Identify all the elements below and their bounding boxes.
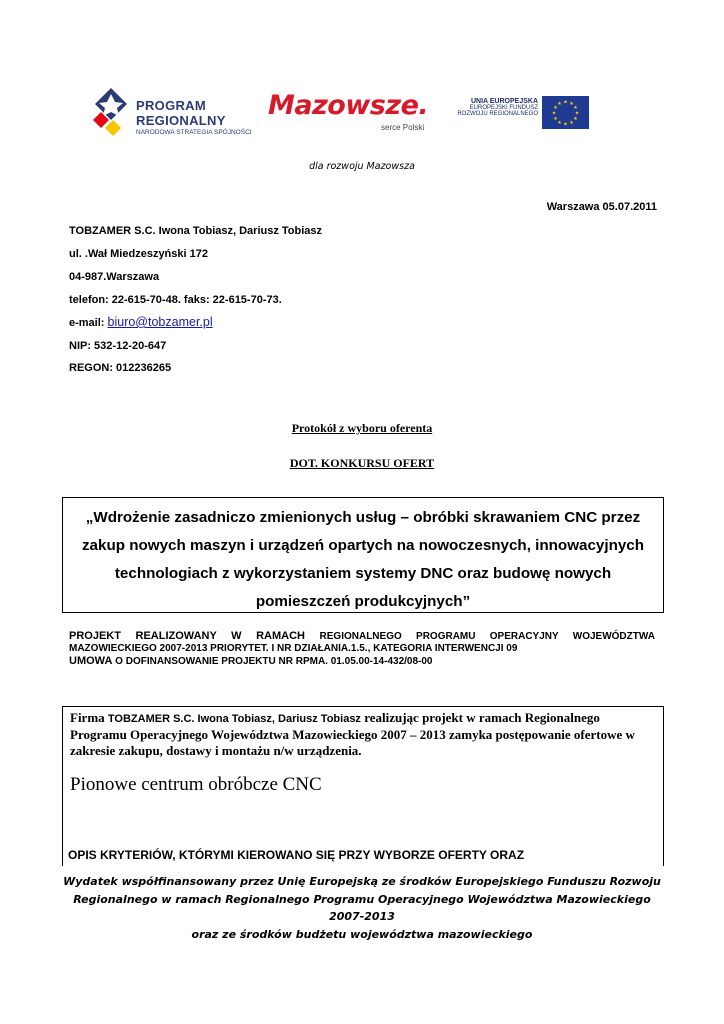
footer-line4: oraz ze środków budżetu województwa mazowieckiego	[191, 927, 533, 941]
company-nip: NIP: 532-12-20-647	[69, 340, 167, 352]
project-title: „Wdrożenie zasadniczo zmienionych usług – obróbki skrawaniem CNC przez zakup nowych maszyn i urządzeń opartych na nowoczesnych, innowacyjnych technologiach z wykorzystaniem systemy DNC oraz budowę nowych pomieszczeń produkcyjnych”	[81, 509, 645, 610]
mazowsze-logo-word: Mazowsze.	[268, 90, 429, 121]
document-date: Warszawa 05.07.2011	[546, 201, 657, 213]
footer-line1: Wydatek współfinansowany przez Unię Europejską ze środków Europejskiego Funduszu Rozwoju	[63, 875, 661, 888]
criteria-heading: OPIS KRYTERIÓW, KTÓRYMI KIEROWANO SIĘ PRZY WYBORZE OFERTY ORAZ	[68, 848, 525, 862]
offer-text: realizując projekt w ramach Regionalnego Programu Operacyjnego Województwa Mazowieckiego 2007 – 2013 zamyka postępowanie ofertowe w zakresie zakupu, dostawy i montażu n/w urządzenia.	[70, 710, 635, 758]
svg-text:★: ★	[557, 101, 562, 107]
device-heading: Pionowe centrum obróbcze CNC	[70, 774, 322, 795]
umowa-text: O DOFINANSOWANIE PROJEKTU NR RPMA. 01.05.00-14-432/08-00	[112, 656, 433, 667]
company-name: TOBZAMER S.C. Iwona Tobiasz, Dariusz Tobiasz	[69, 225, 323, 237]
funding-footer	[40, 873, 684, 943]
svg-text:★: ★	[563, 121, 568, 128]
company-street: ul. .Wał Miedzeszyński 172	[69, 248, 208, 260]
company-phone: telefon: 22-615-70-48. faks: 22-615-70-73.	[69, 294, 282, 306]
eu-flag-icon	[542, 96, 589, 129]
email-label: e-mail:	[69, 317, 108, 329]
header-tagline: dla rozwoju Mazowsza	[309, 161, 415, 172]
eu-logo-line3: ROZWOJU REGIONALNEGO	[457, 111, 538, 117]
svg-text:★: ★	[574, 110, 580, 117]
svg-text:★: ★	[553, 116, 558, 122]
company-regon: REGON: 012236265	[69, 362, 172, 374]
footer-line3: 2007-2013	[329, 910, 395, 923]
protocol-title: Protokół z wyboru oferenta	[291, 421, 433, 435]
competition-title: DOT. KONKURSU OFERT	[289, 456, 435, 470]
project-info	[69, 630, 655, 668]
svg-text:★: ★	[569, 120, 574, 126]
email-link[interactable]: biuro@tobzamer.pl	[107, 315, 213, 329]
project-title-box	[62, 497, 664, 613]
umowa-label: UMOWA	[69, 655, 113, 667]
footer-line2: Regionalnego w ramach Regionalnego Programu Operacyjnego Województwa Mazowieckiego	[73, 892, 651, 906]
company-email-line	[69, 315, 213, 329]
project-info-prefix: PROJEKT REALIZOWANY W RAMACH	[69, 630, 320, 642]
svg-text:★: ★	[563, 99, 568, 106]
program-logo-line3: NARODOWA STRATEGIA SPÓJNOŚCI	[136, 129, 252, 136]
mazowsze-logo	[268, 90, 433, 140]
eu-logo	[455, 96, 595, 132]
svg-text:★: ★	[557, 120, 562, 126]
svg-text:★: ★	[573, 105, 578, 111]
program-logo-line2: REGIONALNY	[136, 113, 226, 128]
program-regionalny-emblem-icon	[93, 86, 129, 138]
svg-text:★: ★	[573, 116, 578, 122]
eu-logo-line1: UNIA EUROPEJSKA	[470, 98, 538, 105]
offer-box	[62, 706, 664, 866]
mazowsze-logo-sub: serce Polski	[381, 123, 425, 132]
firma-company: TOBZAMER S.C. Iwona Tobiasz, Dariusz Tobiasz	[107, 713, 361, 725]
firma-label: Firma	[70, 710, 108, 725]
program-regionalny-logo	[93, 86, 253, 142]
program-logo-line1: PROGRAM	[136, 98, 206, 113]
svg-text:★: ★	[569, 101, 574, 107]
svg-text:★: ★	[553, 105, 558, 111]
project-info-line1: REGIONALNEGO PROGRAMU OPERACYJNY WOJEWÓDZTWA MAZOWIECKIEGO 2007-2013 PRIORYTET. I NR DZIAŁANIA.1.5., KATEGORIA INTERWENCJI 09	[69, 631, 655, 654]
offer-paragraph	[70, 710, 654, 759]
eu-logo-text	[455, 98, 538, 117]
company-city: 04-987.Warszawa	[69, 271, 160, 283]
svg-text:★: ★	[551, 110, 557, 117]
eu-logo-line2: EUROPEJSKI FUNDUSZ	[469, 105, 538, 111]
